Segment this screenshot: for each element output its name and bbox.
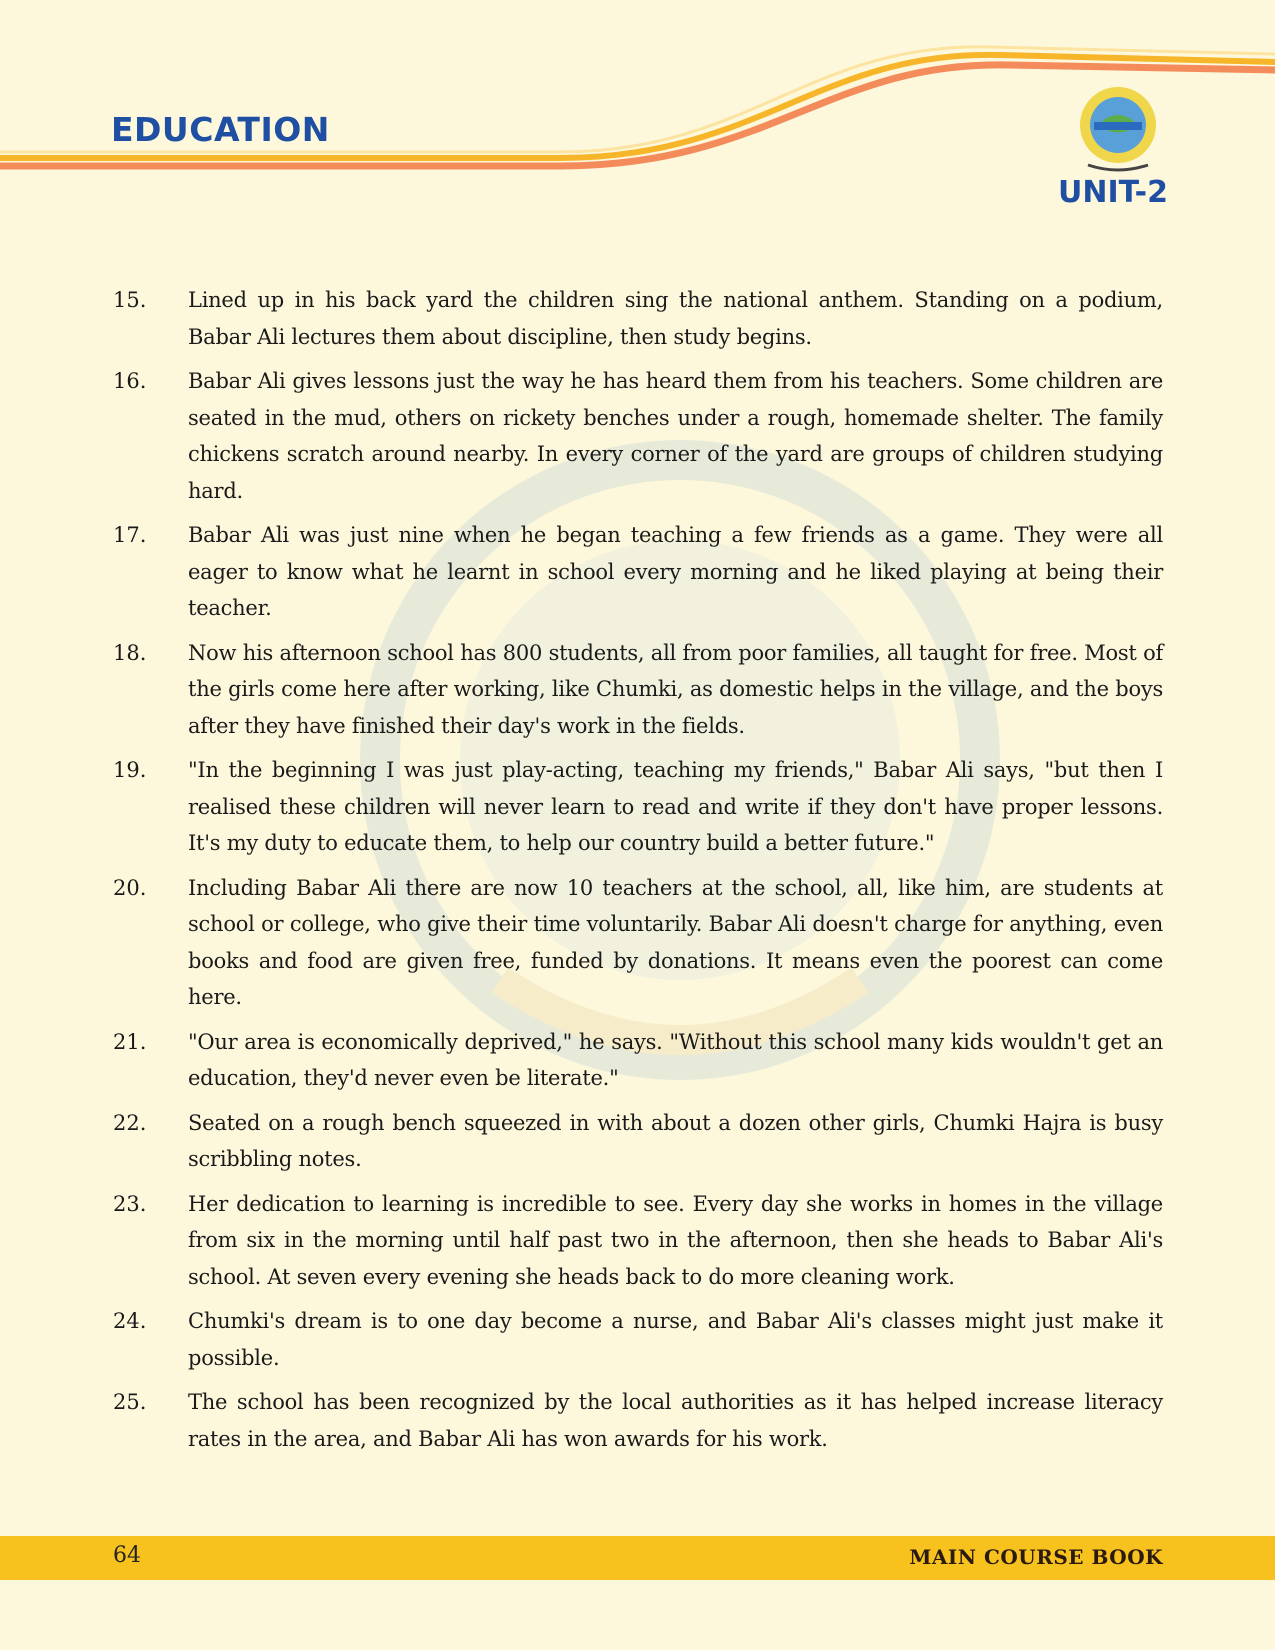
- paragraph: [113, 1105, 1163, 1178]
- paragraph-number: 15.: [113, 288, 147, 312]
- paragraph-number: 18.: [113, 640, 147, 665]
- paragraph-text: Lined up in his back yard the children sing the national anthem. Standing on a podium, Babar Ali lectures them about discipline, then study begins.: [188, 288, 1163, 349]
- paragraph-number: 19.: [113, 758, 147, 782]
- paragraph-number: 25.: [113, 1390, 147, 1414]
- reading-passage: [113, 282, 1163, 1465]
- paragraph: [113, 870, 1163, 1016]
- paragraph: [113, 1384, 1163, 1457]
- paragraph: [113, 1024, 1163, 1097]
- paragraph-text: Her dedication to learning is incredible to see. Every day she works in homes in the village from six in the morning until half past two in the afternoon, then she heads to Babar Ali's school. At seven every evening she heads back to do more cleaning work.: [188, 1191, 1163, 1289]
- paragraph-number: 21.: [113, 1029, 147, 1054]
- paragraph: [113, 1303, 1163, 1376]
- paragraph: [113, 363, 1163, 509]
- paragraph: [113, 752, 1163, 862]
- paragraph-number: 17.: [113, 523, 147, 547]
- paragraph-text: The school has been recognized by the local authorities as it has helped increase literacy rates in the area, and Babar Ali has won awards for his work.: [188, 1390, 1163, 1451]
- paragraph-text: Chumki's dream is to one day become a nurse, and Babar Ali's classes might just make it possible.: [188, 1309, 1163, 1370]
- paragraph: [113, 1186, 1163, 1296]
- paragraph-number: 20.: [113, 875, 147, 900]
- paragraph: [113, 282, 1163, 355]
- paragraph-text: Babar Ali was just nine when he began teaching a few friends as a game. They were all eager to know what he learnt in school every morning and he liked playing at being their teacher.: [188, 523, 1163, 620]
- paragraph-text: "In the beginning I was just play-acting, teaching my friends," Babar Ali says, "but then I realised these children will never learn to read and write if they don't have proper lessons. It's my duty to educate them, to help our country build a better future.": [188, 758, 1163, 855]
- paragraph-text: Now his afternoon school has 800 students, all from poor families, all taught for free. Most of the girls come here after working, like Chumki, as domestic helps in the village, and the boys after they have finished their day's work in the fields.: [188, 640, 1163, 738]
- paragraph-number: 23.: [113, 1191, 147, 1216]
- paragraph-text: "Our area is economically deprived," he says. "Without this school many kids wouldn't get an education, they'd never even be literate.": [188, 1029, 1163, 1090]
- paragraph-number: 22.: [113, 1110, 147, 1135]
- unit-label: UNIT-2: [1058, 175, 1169, 210]
- paragraph: [113, 517, 1163, 627]
- page-number: 64: [113, 1543, 141, 1568]
- paragraph-number: 24.: [113, 1309, 147, 1333]
- paragraph-number: 16.: [113, 369, 147, 393]
- paragraph: [113, 635, 1163, 745]
- paragraph-text: Babar Ali gives lessons just the way he has heard them from his teachers. Some children are seated in the mud, others on rickety benches under a rough, homemade shelter. The family chickens scratch around nearby. In every corner of the yard are groups of children studying hard.: [188, 369, 1163, 503]
- paragraph-text: Including Babar Ali there are now 10 teachers at the school, all, like him, are students at school or college, who give their time voluntarily. Babar Ali doesn't charge for anything, even books and food are given free, funded by donations. It means even the poorest can come here.: [188, 875, 1163, 1009]
- book-name: MAIN COURSE BOOK: [909, 1545, 1163, 1569]
- school-globe-logo-icon: [1068, 80, 1168, 180]
- paragraph-text: Seated on a rough bench squeezed in with about a dozen other girls, Chumki Hajra is busy scribbling notes.: [188, 1110, 1163, 1171]
- section-title: EDUCATION: [111, 110, 330, 149]
